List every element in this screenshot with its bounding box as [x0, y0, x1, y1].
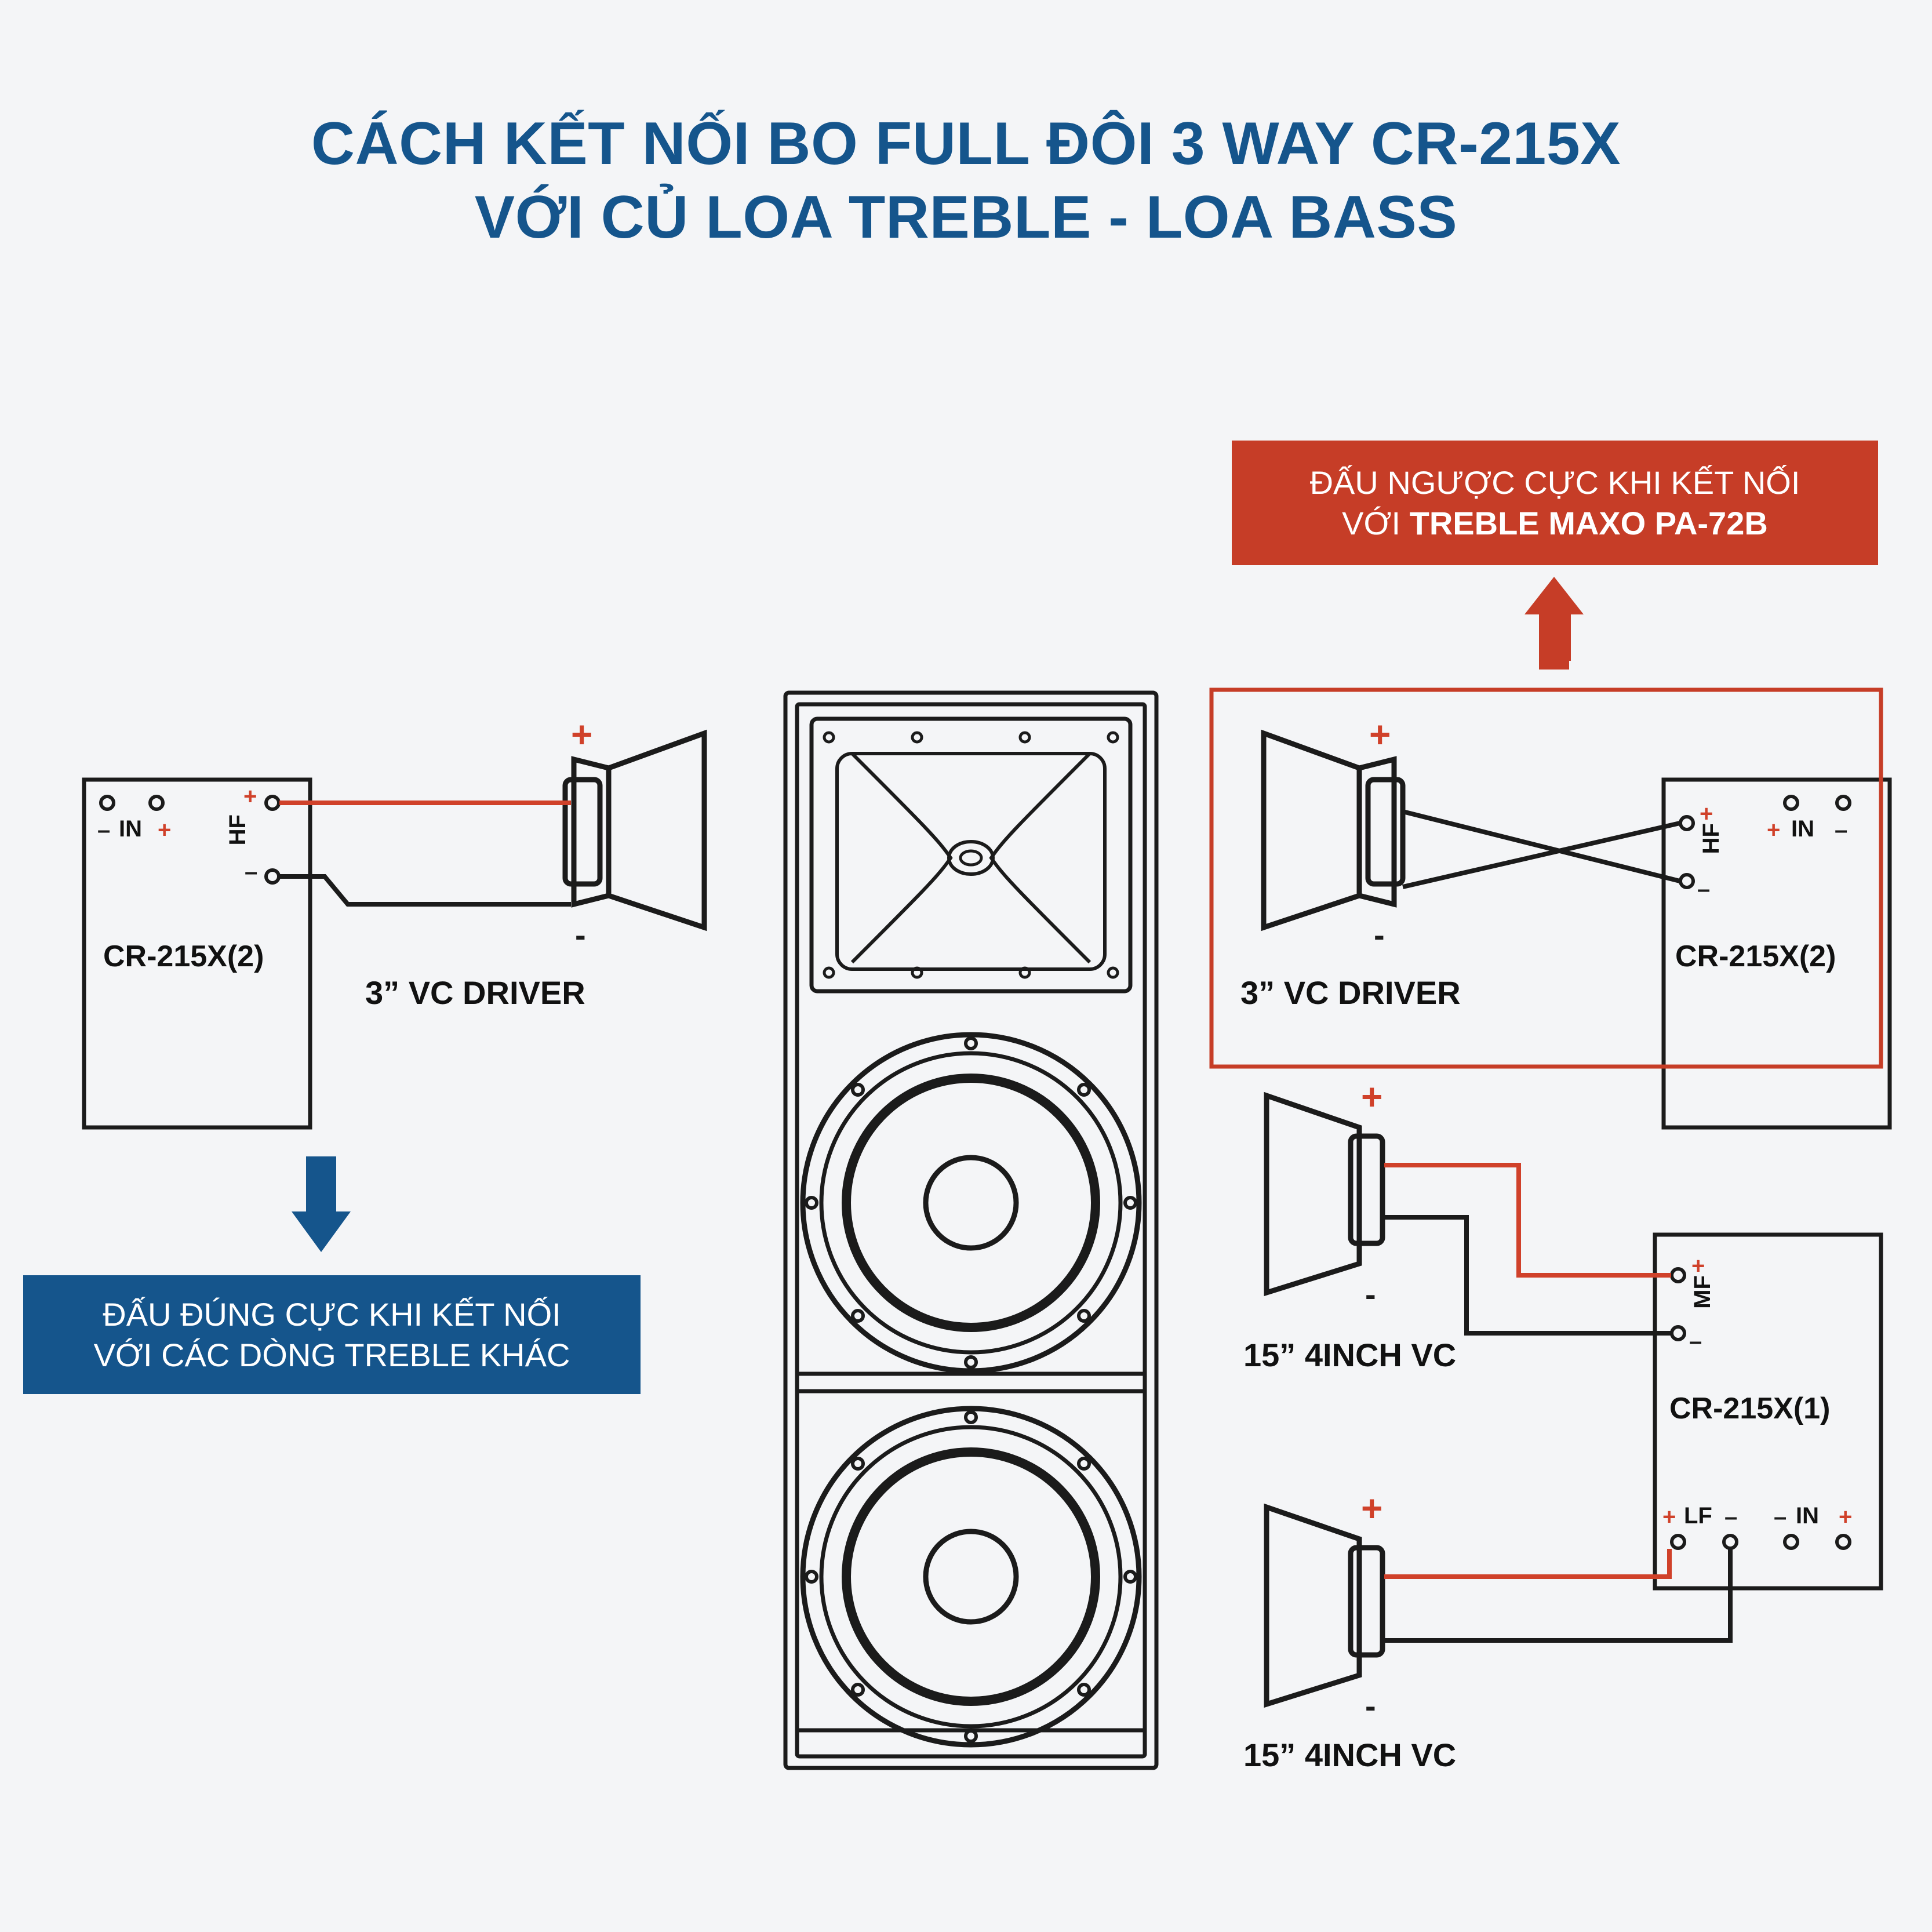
right-top-board-in-label: IN: [1791, 816, 1814, 842]
right-bottom-board-mf-minus: –: [1689, 1329, 1702, 1354]
banner-reverse-polarity: [1232, 441, 1878, 565]
woofer-bottom-horn: [1267, 1507, 1382, 1704]
left-board-hf-plus: +: [243, 784, 257, 809]
lf-negative-wire: [1384, 1549, 1730, 1640]
right-top-cross-wire-a: [1403, 812, 1680, 881]
left-driver-minus: -: [575, 916, 586, 953]
banner-red-line2-strong: TREBLE MAXO PA-72B: [1409, 504, 1768, 541]
mf-negative-wire: [1384, 1217, 1671, 1333]
page-title: [0, 107, 1932, 254]
left-board-name: CR-215X(2): [103, 940, 264, 973]
right-top-hf-driver: [1264, 733, 1403, 927]
right-bottom-board-mf-label: MF: [1690, 1275, 1715, 1309]
right-top-cross-wire-b: [1403, 823, 1680, 887]
right-top-driver-plus: +: [1369, 714, 1391, 755]
right-top-board-in-minus: –: [1835, 817, 1848, 843]
banner-correct-polarity: [23, 1275, 641, 1394]
banner-red-line1: ĐẤU NGƯỢC CỰC KHI KẾT NỐI: [1309, 464, 1800, 501]
woofer-top-minus: -: [1365, 1276, 1376, 1312]
banner-red-line2-prefix: VỚI: [1342, 504, 1410, 541]
woofer-top-plus: +: [1361, 1076, 1383, 1118]
mf-positive-wire: [1384, 1165, 1671, 1275]
right-bottom-board-in-plus: +: [1839, 1504, 1853, 1530]
right-bottom-board-lf-plus: +: [1662, 1504, 1676, 1530]
woofer-bottom-label: 15” 4INCH VC: [1243, 1737, 1457, 1773]
right-bottom-board-mf-plus: +: [1691, 1253, 1705, 1279]
right-top-board-name: CR-215X(2): [1675, 940, 1836, 973]
right-top-board-hf-plus: +: [1700, 801, 1713, 827]
right-top-board-hf-label: HF: [1698, 823, 1724, 854]
left-board-in-label: IN: [119, 816, 142, 842]
left-board-in-plus: +: [158, 817, 172, 843]
right-bottom-board-in-label: IN: [1796, 1503, 1819, 1529]
left-driver-label: 3” VC DRIVER: [365, 974, 585, 1011]
left-hf-driver: [565, 733, 704, 927]
right-bottom-board-name: CR-215X(1): [1669, 1392, 1831, 1425]
left-board-hf-minus: –: [245, 859, 258, 885]
banner-blue-line1: ĐẤU ĐÚNG CỰC KHI KẾT NỐI: [103, 1296, 561, 1333]
right-top-driver-minus: -: [1374, 916, 1385, 953]
page-title-line1: CÁCH KẾT NỐI BO FULL ĐÔI 3 WAY CR-215X: [311, 110, 1621, 177]
woofer-bottom-plus: +: [1361, 1487, 1383, 1529]
left-board-hf-label: HF: [225, 814, 250, 846]
right-top-driver-label: 3” VC DRIVER: [1240, 974, 1461, 1011]
right-top-board-hf-minus: –: [1697, 876, 1711, 902]
arrow-down-icon: [292, 1156, 351, 1252]
speaker-cabinet-outline: [785, 693, 1156, 1768]
right-top-board-in-plus: +: [1767, 817, 1781, 843]
banner-blue-line2: VỚI CÁC DÒNG TREBLE KHÁC: [93, 1336, 570, 1373]
lf-positive-wire: [1384, 1549, 1669, 1577]
right-bottom-board-lf-minus: –: [1724, 1504, 1738, 1530]
arrow-up-icon: [1525, 577, 1584, 670]
woofer-top-horn: [1267, 1096, 1382, 1293]
page-title-line2: VỚI CỦ LOA TREBLE - LOA BASS: [474, 183, 1458, 251]
woofer-top-label: 15” 4INCH VC: [1243, 1337, 1457, 1373]
left-negative-wire: [279, 876, 571, 904]
left-driver-plus: +: [571, 714, 593, 755]
woofer-bottom-minus: -: [1365, 1687, 1376, 1724]
left-board-in-minus: –: [97, 817, 111, 843]
right-bottom-board-in-minus: –: [1774, 1504, 1787, 1530]
right-bottom-board-lf-label: LF: [1684, 1503, 1712, 1529]
